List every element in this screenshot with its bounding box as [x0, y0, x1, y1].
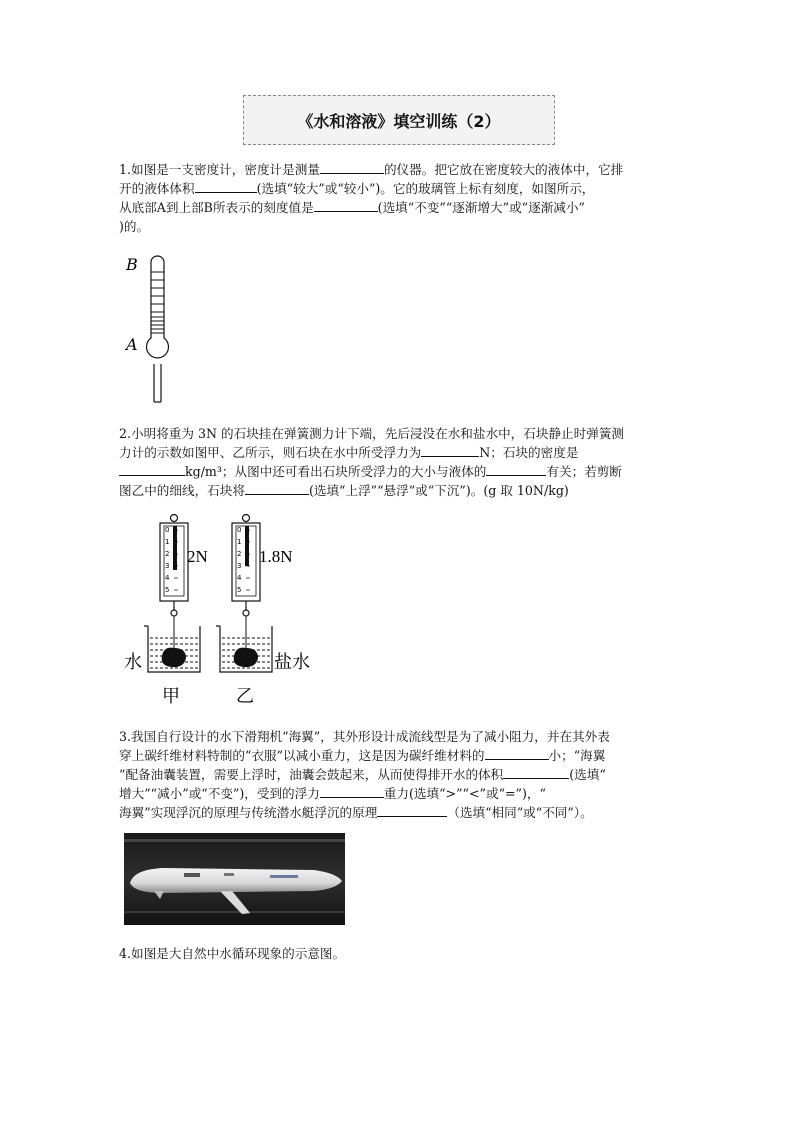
q3-text: 穿上碳纤维材料特制的“衣服”以减小重力，这是因为碳纤维材料的 — [119, 748, 485, 763]
beaker-left — [144, 626, 200, 672]
answer-blank[interactable] — [119, 462, 185, 476]
question-3 — [119, 727, 679, 822]
q1-text: )的。 — [119, 219, 150, 234]
page-title: 《水和溶液》填空训练（2） — [243, 95, 555, 145]
scale-tick: 0 — [165, 526, 170, 534]
scale-tick: 3 — [165, 562, 170, 570]
reading-left: 2N — [187, 547, 208, 566]
q1-text: 1.如图是一支密度计，密度计是测量 — [119, 162, 320, 177]
q1-text: 开的液体体积 — [119, 181, 195, 196]
q1-text: 的仪器。把它放在密度较大的液体中，它排 — [383, 162, 624, 177]
q3-text: 重力(选填“>”“<”或“=”)，“ — [383, 786, 546, 801]
answer-blank[interactable] — [195, 179, 257, 193]
q2-text: N；石块的密度是 — [479, 445, 579, 460]
answer-blank[interactable] — [320, 160, 384, 174]
scale-tick: 4 — [237, 574, 242, 582]
q1-text: (选填“不变”“逐渐增大”或“逐渐减小” — [377, 200, 585, 215]
scale-tick: 5 — [165, 586, 170, 594]
scale-tick: 0 — [237, 526, 242, 534]
label-a: A — [126, 335, 138, 354]
scale-tick: 1 — [165, 538, 170, 546]
scale-tick: 3 — [237, 562, 242, 570]
stone — [162, 648, 186, 667]
hydrometer-figure — [118, 250, 188, 408]
caption-yi: 乙 — [236, 686, 254, 707]
q2-text: (选填“上浮”“悬浮”或“下沉”)。(g 取 10N/kg) — [308, 483, 569, 498]
spring-scale-figure — [120, 510, 330, 710]
label-b: B — [126, 255, 138, 274]
q1-text: 从底部A到上部B所表示的刻度值是 — [119, 200, 314, 215]
question-1 — [119, 160, 679, 236]
question-4 — [119, 944, 679, 963]
q3-text: 增大”“减小”或“不变”)，受到的浮力 — [119, 786, 320, 801]
q3-text: ”配备油囊装置，需要上浮时，油囊会鼓起来，从而使得排开水的体积 — [119, 767, 504, 782]
scale-tick: 1 — [237, 538, 242, 546]
glider-body — [130, 868, 342, 893]
answer-blank[interactable] — [421, 443, 479, 457]
answer-blank[interactable] — [485, 746, 549, 760]
q2-text: 有关；若剪断 — [546, 464, 622, 479]
hydrometer-body — [147, 256, 169, 358]
hydrometer-scale — [151, 272, 164, 333]
spring-scale-right — [232, 515, 293, 656]
reading-right: 1.8N — [259, 547, 293, 566]
question-2 — [119, 424, 679, 500]
q3-text: 海翼”实现浮沉的原理与传统潜水艇浮沉的原理 — [119, 805, 378, 820]
scale-tick: 2 — [165, 550, 170, 558]
answer-blank[interactable] — [314, 198, 378, 212]
q3-text: (选填“ — [569, 767, 606, 782]
q3-text: 小；“海翼 — [548, 748, 606, 763]
glider-photo — [124, 833, 345, 925]
spring-scale-left — [160, 515, 208, 656]
q3-text: 3.我国自行设计的水下滑翔机“海翼”，其外形设计成流线型是为了减小阻力，并在其外表 — [119, 729, 610, 744]
answer-blank[interactable] — [377, 803, 447, 817]
answer-blank[interactable] — [320, 784, 384, 798]
scale-tick: 4 — [165, 574, 170, 582]
scale-tick: 2 — [237, 550, 242, 558]
scale-tick: 5 — [237, 586, 242, 594]
q2-text: 2.小明将重为 3N 的石块挂在弹簧测力计下端，先后浸没在水和盐水中，石块静止时弹簧测 — [119, 426, 625, 441]
q2-text: kg/m³；从图中还可看出石块所受浮力的大小与液体的 — [185, 464, 487, 479]
beaker-right — [216, 626, 272, 672]
q4-text: 4.如图是大自然中水循环现象的示意图。 — [119, 946, 346, 961]
answer-blank[interactable] — [486, 462, 546, 476]
q2-text: 力计的示数如图甲、乙所示，则石块在水中所受浮力为 — [119, 445, 422, 460]
answer-blank[interactable] — [503, 765, 569, 779]
q3-text: （选填“相同”或“不同”）。 — [447, 805, 593, 820]
q1-text: (选填“较大”或“较小”)。它的玻璃管上标有刻度，如图所示， — [256, 181, 595, 196]
q2-text: 图乙中的细线，石块将 — [119, 483, 245, 498]
answer-blank[interactable] — [245, 481, 309, 495]
liquid-label-saltwater: 盐水 — [274, 652, 310, 673]
caption-jia: 甲 — [162, 686, 180, 707]
liquid-label-water: 水 — [124, 652, 142, 673]
stone — [234, 648, 258, 667]
